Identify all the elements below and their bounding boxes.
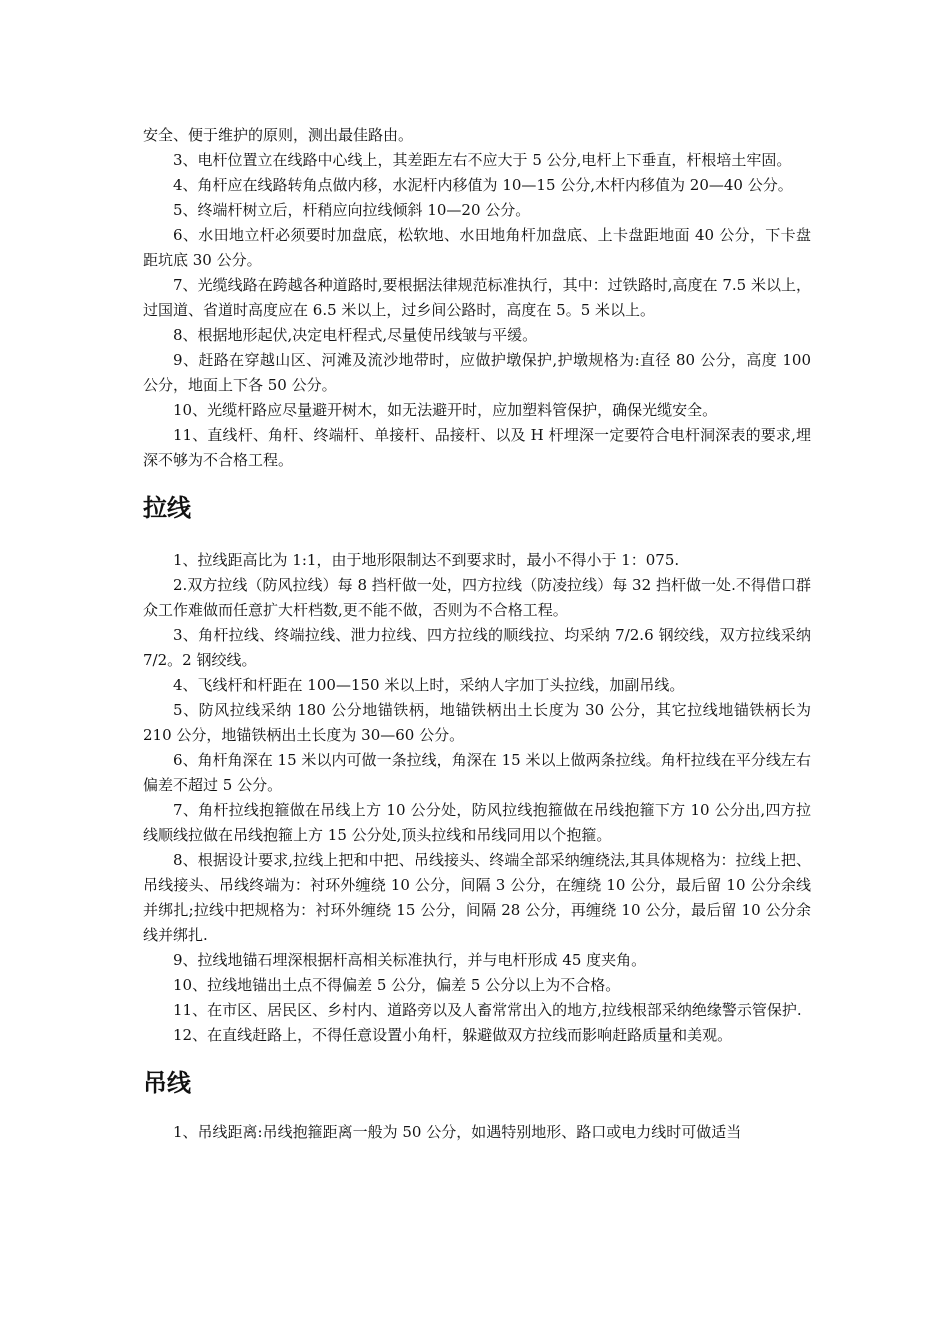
intro-item: 10、光缆杆路应尽量避开树木，如无法避开时，应加塑料管保护，确保光缆安全。	[173, 401, 718, 419]
intro-continuation: 安全、便于维护的原则，测出最佳路由。	[143, 126, 414, 144]
intro-item: 3、电杆位置立在线路中心线上，其差距左右不应大于 5 公分,电杆上下垂直，杆根培土牢固。	[173, 151, 792, 169]
intro-item: 7、光缆线路在跨越各种道路时,要根据法律规范标准执行，其中：过铁路时,高度在 7.5 米以上，过国道、省道时高度应在 6.5 米以上，过乡间公路时，高度在 5。5 米以上。	[143, 276, 811, 319]
guy-wire-item: 12、在直线赶路上，不得任意设置小角杆，躲避做双方拉线而影响赶路质量和美观。	[173, 1026, 733, 1044]
suspension-wire-item: 1、吊线距离:吊线抱箍距离一般为 50 公分，如遇特别地形、路口或电力线时可做适当	[173, 1123, 742, 1141]
intro-item: 4、角杆应在线路转角点做内移，水泥杆内移值为 10—15 公分,木杆内移值为 20—40 公分。	[173, 176, 793, 194]
document-body	[143, 123, 811, 1145]
intro-item: 9、赶路在穿越山区、河滩及流沙地带时，应做护墩保护,护墩规格为:直径 80 公分，高度 100 公分，地面上下各 50 公分。	[143, 351, 811, 394]
section-heading-suspension-wire: 吊线	[143, 1069, 191, 1097]
guy-wire-item: 8、根据设计要求,拉线上把和中把、吊线接头、终端全部采纳缠绕法,其具体规格为：拉线上把、吊线接头、吊线终端为：衬环外缠绕 10 公分，间隔 3 公分，在缠绕 10 公分，最后留 10 公分余线并绑扎;拉线中把规格为：衬环外缠绕 15 公分，间隔 28 公分，再缠绕 10 公分，最后留 10 公分余线并绑扎.	[143, 851, 811, 944]
guy-wire-item: 1、拉线距高比为 1:1，由于地形限制达不到要求时，最小不得小于 1：075.	[173, 551, 680, 569]
intro-item: 11、直线杆、角杆、终端杆、单接杆、品接杆、以及 H 杆埋深一定要符合电杆洞深表的要求,埋深不够为不合格工程。	[143, 426, 811, 469]
section-heading-guy-wire: 拉线	[143, 494, 191, 522]
guy-wire-item: 3、角杆拉线、终端拉线、泄力拉线、四方拉线的顺线拉、均采纳 7/2.6 钢绞线，双方拉线采纳 7/2。2 钢绞线。	[143, 626, 811, 669]
guy-wire-item: 7、角杆拉线抱箍做在吊线上方 10 公分处，防风拉线抱箍做在吊线抱箍下方 10 公分出,四方拉线顺线拉做在吊线抱箍上方 15 公分处,顶头拉线和吊线同用以个抱箍。	[143, 801, 811, 844]
guy-wire-item: 11、在市区、居民区、乡村内、道路旁以及人畜常常出入的地方,拉线根部采纳绝缘警示管保护.	[173, 1001, 802, 1019]
guy-wire-item: 9、拉线地锚石埋深根据杆高相关标准执行，并与电杆形成 45 度夹角。	[173, 951, 647, 969]
intro-item: 6、水田地立杆必须要时加盘底，松软地、水田地角杆加盘底、上卡盘距地面 40 公分，下卡盘距坑底 30 公分。	[143, 226, 811, 269]
guy-wire-item: 10、拉线地锚出土点不得偏差 5 公分，偏差 5 公分以上为不合格。	[173, 976, 621, 994]
guy-wire-item: 6、角杆角深在 15 米以内可做一条拉线，角深在 15 米以上做两条拉线。角杆拉线在平分线左右偏差不超过 5 公分。	[143, 751, 811, 794]
guy-wire-item: 5、防风拉线采纳 180 公分地锚铁柄，地锚铁柄出土长度为 30 公分，其它拉线地锚铁柄长为 210 公分，地锚铁柄出土长度为 30—60 公分。	[143, 701, 811, 744]
guy-wire-item: 4、飞线杆和杆距在 100—150 米以上时，采纳人字加丁头拉线，加副吊线。	[173, 676, 685, 694]
guy-wire-item: 2.双方拉线（防风拉线）每 8 挡杆做一处，四方拉线（防凌拉线）每 32 挡杆做一处.不得借口群众工作难做而任意扩大杆档数,更不能不做，否则为不合格工程。	[143, 576, 811, 619]
intro-item: 8、根据地形起伏,决定电杆程式,尽量使吊线皱与平缓。	[173, 326, 538, 344]
intro-item: 5、终端杆树立后，杆稍应向拉线倾斜 10—20 公分。	[173, 201, 531, 219]
